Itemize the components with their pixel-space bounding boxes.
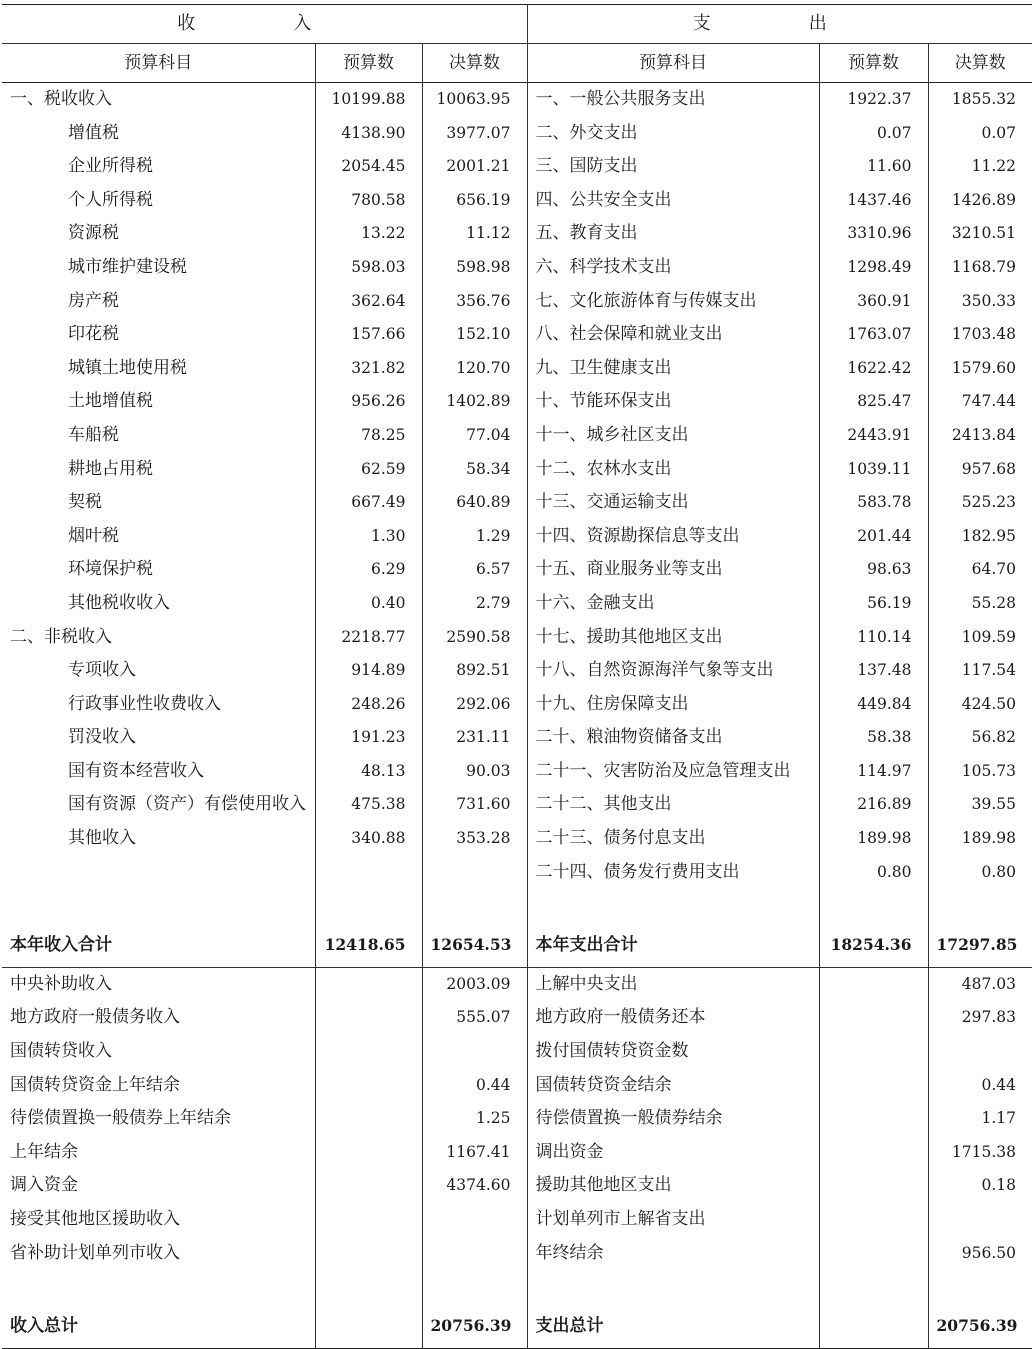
table-row <box>2 285 1032 319</box>
income-final-value <box>422 1237 527 1271</box>
income-final-value: 2590.58 <box>422 621 527 655</box>
empty-cell <box>928 1270 1032 1304</box>
expense-budget-value: 189.98 <box>819 822 928 856</box>
income-item: 契税 <box>68 492 102 513</box>
expense-budget-value: 1922.37 <box>819 83 928 117</box>
income-budget-header: 预算数 <box>315 44 422 83</box>
income-item: 城市维护建设税 <box>68 256 187 277</box>
income-item: 国债转贷收入 <box>10 1041 112 1062</box>
income-final-value: 2001.21 <box>422 150 527 184</box>
income-final-value: 77.04 <box>422 419 527 453</box>
income-final-value: 353.28 <box>422 822 527 856</box>
expense-final-value: 182.95 <box>928 520 1032 554</box>
table-row <box>2 721 1032 755</box>
income-budget-value: 2218.77 <box>315 621 422 655</box>
expense-item: 六、科学技术支出 <box>527 251 819 285</box>
expense-final-value: 1168.79 <box>928 251 1032 285</box>
income-item: 个人所得税 <box>68 189 153 210</box>
empty-cell <box>315 889 422 923</box>
income-subject-header: 预算科目 <box>124 53 193 73</box>
income-item: 印花税 <box>68 324 119 345</box>
income-item: 烟叶税 <box>68 525 119 546</box>
expense-item: 上解中央支出 <box>527 967 819 1001</box>
expense-budget-value: 0.07 <box>819 117 928 151</box>
expense-item: 十五、商业服务业等支出 <box>527 553 819 587</box>
table-row <box>2 621 1032 655</box>
spacer-row <box>2 889 1032 923</box>
income-budget-value: 6.29 <box>315 553 422 587</box>
income-budget-value: 914.89 <box>315 654 422 688</box>
section-header-row <box>2 5 1032 44</box>
expense-item: 二十一、灾害防治及应急管理支出 <box>527 755 819 789</box>
income-budget-value <box>315 856 422 890</box>
expense-budget-value <box>819 1136 928 1170</box>
income-final-value: 6.57 <box>422 553 527 587</box>
expense-final-value: 0.44 <box>928 1069 1032 1103</box>
income-item: 接受其他地区援助收入 <box>10 1209 180 1229</box>
expense-item: 十、节能环保支出 <box>527 385 819 419</box>
expense-item: 十一、城乡社区支出 <box>527 419 819 453</box>
year-income-total-label: 本年收入合计 <box>10 934 112 955</box>
income-item: 国有资源（资产）有偿使用收入 <box>68 794 306 815</box>
expense-budget-value: 137.48 <box>819 654 928 688</box>
empty-cell <box>819 1270 928 1304</box>
income-final-value: 11.12 <box>422 217 527 251</box>
expense-item: 二十、粮油物资储备支出 <box>527 721 819 755</box>
expense-final-value: 39.55 <box>928 788 1032 822</box>
expense-final-value: 189.98 <box>928 822 1032 856</box>
table-row <box>2 83 1032 117</box>
table-row <box>2 486 1032 520</box>
table-row <box>2 318 1032 352</box>
table-row <box>2 150 1032 184</box>
income-final-value: 0.44 <box>422 1069 527 1103</box>
income-item: 国债转贷资金上年结余 <box>10 1074 180 1095</box>
income-budget-value: 248.26 <box>315 688 422 722</box>
income-final-value: 356.76 <box>422 285 527 319</box>
table-row <box>2 587 1032 621</box>
expense-budget-value: 201.44 <box>819 520 928 554</box>
expense-budget-value: 1437.46 <box>819 184 928 218</box>
expense-item: 国债转贷资金结余 <box>527 1069 819 1103</box>
income-item: 耕地占用税 <box>68 458 153 479</box>
expense-budget-value: 56.19 <box>819 587 928 621</box>
expense-grand-total-label: 支出总计 <box>527 1304 819 1349</box>
empty-cell <box>422 889 527 923</box>
income-budget-value: 48.13 <box>315 755 422 789</box>
expense-budget-value: 1298.49 <box>819 251 928 285</box>
expense-final-value: 117.54 <box>928 654 1032 688</box>
expense-final-value: 1.17 <box>928 1102 1032 1136</box>
expense-item: 十七、援助其他地区支出 <box>527 621 819 655</box>
table-row <box>2 553 1032 587</box>
income-final-value: 640.89 <box>422 486 527 520</box>
income-item: 行政事业性收费收入 <box>68 693 221 714</box>
income-item: 二、非税收入 <box>10 626 112 647</box>
expense-final-value: 0.18 <box>928 1169 1032 1203</box>
income-budget-value <box>315 1035 422 1069</box>
expense-final-header: 决算数 <box>928 44 1032 83</box>
income-budget-value: 78.25 <box>315 419 422 453</box>
expense-final-value: 1426.89 <box>928 184 1032 218</box>
expense-final-value: 747.44 <box>928 385 1032 419</box>
empty-cell <box>928 889 1032 923</box>
expense-final-value: 109.59 <box>928 621 1032 655</box>
expense-item: 四、公共安全支出 <box>527 184 819 218</box>
expense-final-value: 487.03 <box>928 967 1032 1001</box>
expense-final-value: 105.73 <box>928 755 1032 789</box>
expense-item: 年终结余 <box>527 1237 819 1271</box>
income-budget-value: 62.59 <box>315 453 422 487</box>
expense-item: 待偿债置换一般债券结余 <box>527 1102 819 1136</box>
income-budget-value: 191.23 <box>315 721 422 755</box>
expense-budget-value: 114.97 <box>819 755 928 789</box>
income-final-value: 555.07 <box>422 1001 527 1035</box>
spacer-row <box>2 1270 1032 1304</box>
income-item: 上年结余 <box>10 1141 78 1162</box>
expense-budget-value: 449.84 <box>819 688 928 722</box>
income-final-value <box>422 1035 527 1069</box>
table-row <box>2 453 1032 487</box>
income-budget-value: 956.26 <box>315 385 422 419</box>
year-expense-total-budget: 18254.36 <box>819 923 928 968</box>
income-budget-value: 157.66 <box>315 318 422 352</box>
income-item: 国有资本经营收入 <box>68 760 204 781</box>
expense-subject-header: 预算科目 <box>527 44 819 83</box>
income-budget-value: 1.30 <box>315 520 422 554</box>
expense-budget-value: 583.78 <box>819 486 928 520</box>
income-budget-value <box>315 1203 422 1237</box>
table-row <box>2 251 1032 285</box>
income-final-value: 3977.07 <box>422 117 527 151</box>
empty-cell <box>527 1270 819 1304</box>
income-budget-value: 321.82 <box>315 352 422 386</box>
income-item: 环境保护税 <box>68 559 153 580</box>
expense-final-value: 56.82 <box>928 721 1032 755</box>
table-row <box>2 1203 1032 1237</box>
income-section-title: 收 入 <box>177 13 352 34</box>
income-budget-value: 10199.88 <box>315 83 422 117</box>
table-row <box>2 1102 1032 1136</box>
income-budget-value: 667.49 <box>315 486 422 520</box>
expense-item: 八、社会保障和就业支出 <box>527 318 819 352</box>
expense-item: 十二、农林水支出 <box>527 453 819 487</box>
table-row <box>2 688 1032 722</box>
table-row <box>2 184 1032 218</box>
expense-budget-value: 98.63 <box>819 553 928 587</box>
table-row <box>2 788 1032 822</box>
expense-grand-total-budget <box>819 1304 928 1349</box>
expense-item: 援助其他地区支出 <box>527 1169 819 1203</box>
income-item: 一、税收收入 <box>10 89 112 109</box>
income-budget-value <box>315 1069 422 1103</box>
empty-cell <box>422 1270 527 1304</box>
income-item <box>2 856 315 890</box>
expense-item: 十六、金融支出 <box>527 587 819 621</box>
expense-budget-header: 预算数 <box>819 44 928 83</box>
empty-cell <box>527 889 819 923</box>
expense-budget-value: 0.80 <box>819 856 928 890</box>
expense-budget-value <box>819 1203 928 1237</box>
income-item: 待偿债置换一般债券上年结余 <box>10 1108 231 1129</box>
expense-item: 调出资金 <box>527 1136 819 1170</box>
expense-budget-value: 360.91 <box>819 285 928 319</box>
income-final-value: 1.29 <box>422 520 527 554</box>
expense-item: 九、卫生健康支出 <box>527 352 819 386</box>
expense-budget-value: 11.60 <box>819 150 928 184</box>
expense-item: 二十二、其他支出 <box>527 788 819 822</box>
income-budget-value: 4138.90 <box>315 117 422 151</box>
income-item: 地方政府一般债务收入 <box>10 1007 180 1028</box>
income-final-value: 1.25 <box>422 1102 527 1136</box>
table-row <box>2 856 1032 890</box>
year-total-row <box>2 923 1032 968</box>
income-budget-value: 340.88 <box>315 822 422 856</box>
expense-final-value: 957.68 <box>928 453 1032 487</box>
income-final-value: 598.98 <box>422 251 527 285</box>
expense-item: 二十三、债务付息支出 <box>527 822 819 856</box>
table-row <box>2 1069 1032 1103</box>
income-final-value: 152.10 <box>422 318 527 352</box>
year-expense-total-label: 本年支出合计 <box>527 923 819 968</box>
income-budget-value: 475.38 <box>315 788 422 822</box>
expense-budget-value: 3310.96 <box>819 217 928 251</box>
table-row <box>2 822 1032 856</box>
expense-budget-value: 1039.11 <box>819 453 928 487</box>
income-budget-value: 362.64 <box>315 285 422 319</box>
income-final-value: 231.11 <box>422 721 527 755</box>
income-final-value: 10063.95 <box>422 83 527 117</box>
expense-budget-value: 58.38 <box>819 721 928 755</box>
expense-item: 地方政府一般债务还本 <box>527 1001 819 1035</box>
income-item: 罚没收入 <box>68 727 136 748</box>
expense-section-title: 支 出 <box>527 5 1032 44</box>
expense-final-value <box>928 1203 1032 1237</box>
table-row <box>2 217 1032 251</box>
expense-item: 拨付国债转贷资金数 <box>527 1035 819 1069</box>
income-final-value: 892.51 <box>422 654 527 688</box>
table-row <box>2 1237 1032 1271</box>
table-row <box>2 1169 1032 1203</box>
expense-final-value: 11.22 <box>928 150 1032 184</box>
income-budget-value: 780.58 <box>315 184 422 218</box>
expense-final-value: 0.80 <box>928 856 1032 890</box>
income-final-value: 4374.60 <box>422 1169 527 1203</box>
empty-cell <box>819 889 928 923</box>
income-item: 城镇土地使用税 <box>68 357 187 378</box>
expense-final-value: 1703.48 <box>928 318 1032 352</box>
income-item: 省补助计划单列市收入 <box>10 1242 180 1263</box>
income-final-value: 58.34 <box>422 453 527 487</box>
expense-budget-value: 825.47 <box>819 385 928 419</box>
expense-final-value: 1715.38 <box>928 1136 1032 1170</box>
table-row <box>2 352 1032 386</box>
expense-budget-value <box>819 1102 928 1136</box>
table-row <box>2 1035 1032 1069</box>
table-row <box>2 967 1032 1001</box>
expense-budget-value: 1622.42 <box>819 352 928 386</box>
income-final-value: 656.19 <box>422 184 527 218</box>
income-final-value: 2.79 <box>422 587 527 621</box>
expense-item: 十四、资源勘探信息等支出 <box>527 520 819 554</box>
income-budget-value: 2054.45 <box>315 150 422 184</box>
income-item: 增值税 <box>68 122 119 143</box>
expense-budget-value: 1763.07 <box>819 318 928 352</box>
expense-final-value: 3210.51 <box>928 217 1032 251</box>
income-grand-total-final: 20756.39 <box>422 1304 527 1349</box>
income-final-value <box>422 856 527 890</box>
income-final-header: 决算数 <box>422 44 527 83</box>
expense-item: 二十四、债务发行费用支出 <box>527 856 819 890</box>
expense-final-value: 2413.84 <box>928 419 1032 453</box>
empty-cell <box>2 1270 315 1304</box>
income-item: 中央补助收入 <box>10 973 112 994</box>
expense-item: 五、教育支出 <box>527 217 819 251</box>
table-row <box>2 117 1032 151</box>
income-final-value <box>422 1203 527 1237</box>
expense-budget-value <box>819 1035 928 1069</box>
income-item: 调入资金 <box>10 1175 78 1196</box>
income-item: 资源税 <box>68 223 119 244</box>
expense-item: 三、国防支出 <box>527 150 819 184</box>
income-item: 车船税 <box>68 424 119 445</box>
expense-final-value: 525.23 <box>928 486 1032 520</box>
table-row <box>2 419 1032 453</box>
expense-item: 十八、自然资源海洋气象等支出 <box>527 654 819 688</box>
income-item: 专项收入 <box>68 660 136 681</box>
income-grand-total-label: 收入总计 <box>10 1315 78 1336</box>
income-grand-total-budget <box>315 1304 422 1349</box>
year-income-total-final: 12654.53 <box>422 923 527 968</box>
income-item: 企业所得税 <box>68 156 153 177</box>
expense-item: 十三、交通运输支出 <box>527 486 819 520</box>
table-row <box>2 1001 1032 1035</box>
year-income-total-budget: 12418.65 <box>315 923 422 968</box>
expense-final-value: 297.83 <box>928 1001 1032 1035</box>
expense-budget-value: 110.14 <box>819 621 928 655</box>
expense-final-value: 0.07 <box>928 117 1032 151</box>
table-row <box>2 654 1032 688</box>
empty-cell <box>315 1270 422 1304</box>
income-budget-value <box>315 967 422 1001</box>
budget-table <box>2 4 1032 1349</box>
income-item: 其他收入 <box>68 828 136 849</box>
income-final-value: 292.06 <box>422 688 527 722</box>
expense-budget-value <box>819 967 928 1001</box>
income-budget-value <box>315 1237 422 1271</box>
income-final-value: 1167.41 <box>422 1136 527 1170</box>
income-budget-value <box>315 1001 422 1035</box>
income-final-value: 1402.89 <box>422 385 527 419</box>
expense-final-value: 64.70 <box>928 553 1032 587</box>
table-row <box>2 1136 1032 1170</box>
table-row <box>2 755 1032 789</box>
income-final-value: 731.60 <box>422 788 527 822</box>
income-final-value: 2003.09 <box>422 967 527 1001</box>
expense-final-value: 424.50 <box>928 688 1032 722</box>
grand-total-row <box>2 1304 1032 1349</box>
expense-final-value: 956.50 <box>928 1237 1032 1271</box>
column-header-row <box>2 44 1032 83</box>
expense-budget-value <box>819 1169 928 1203</box>
income-budget-value <box>315 1136 422 1170</box>
income-final-value: 90.03 <box>422 755 527 789</box>
expense-grand-total-final: 20756.39 <box>928 1304 1032 1349</box>
year-expense-total-final: 17297.85 <box>928 923 1032 968</box>
income-budget-value: 598.03 <box>315 251 422 285</box>
expense-budget-value: 216.89 <box>819 788 928 822</box>
expense-budget-value <box>819 1237 928 1271</box>
expense-item: 七、文化旅游体育与传媒支出 <box>527 285 819 319</box>
expense-budget-value <box>819 1001 928 1035</box>
income-budget-value: 13.22 <box>315 217 422 251</box>
income-budget-value <box>315 1102 422 1136</box>
table-row <box>2 385 1032 419</box>
table-row <box>2 520 1032 554</box>
expense-final-value: 1579.60 <box>928 352 1032 386</box>
income-item: 其他税收收入 <box>68 592 170 613</box>
empty-cell <box>2 889 315 923</box>
expense-budget-value <box>819 1069 928 1103</box>
income-budget-value <box>315 1169 422 1203</box>
expense-item: 计划单列市上解省支出 <box>527 1203 819 1237</box>
income-final-value: 120.70 <box>422 352 527 386</box>
expense-final-value: 1855.32 <box>928 83 1032 117</box>
expense-final-value: 55.28 <box>928 587 1032 621</box>
expense-final-value <box>928 1035 1032 1069</box>
income-budget-value: 0.40 <box>315 587 422 621</box>
expense-final-value: 350.33 <box>928 285 1032 319</box>
expense-item: 十九、住房保障支出 <box>527 688 819 722</box>
expense-item: 一、一般公共服务支出 <box>527 83 819 117</box>
expense-budget-value: 2443.91 <box>819 419 928 453</box>
income-item: 土地增值税 <box>68 391 153 412</box>
income-item: 房产税 <box>68 290 119 311</box>
expense-item: 二、外交支出 <box>527 117 819 151</box>
